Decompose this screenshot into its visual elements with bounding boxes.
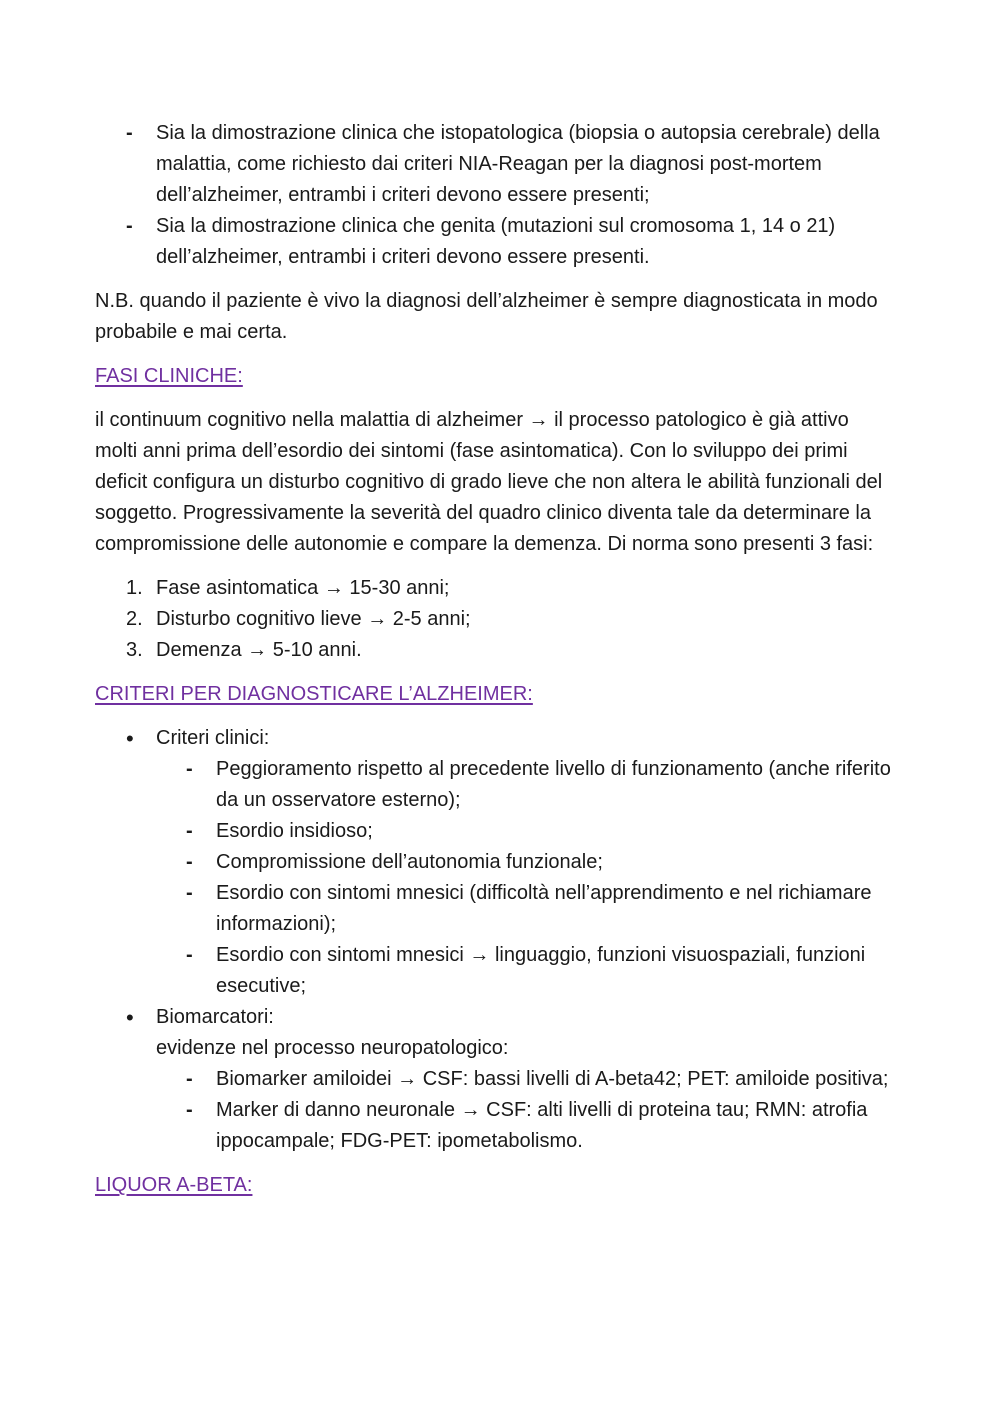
clinici-item-text: Esordio insidioso;	[216, 820, 373, 842]
clinici-item-text: Peggioramento rispetto al precedente livello di funzionamento (anche riferito da un osservatore esterno);	[216, 758, 891, 811]
fasi-list-item	[95, 573, 895, 604]
document-content	[95, 118, 895, 1201]
fase-text: Disturbo cognitivo lieve → 2-5 anni;	[156, 608, 471, 630]
dash-marker: -	[186, 851, 193, 873]
clinici-item-text: Esordio con sintomi mnesici (difficoltà nell’apprendimento e nel richiamare informazioni);	[216, 882, 872, 935]
dash-marker: -	[126, 215, 133, 237]
dash-marker: -	[126, 122, 133, 144]
intro-item-text: Sia la dimostrazione clinica che genita (mutazioni sul cromosoma 1, 14 o 21) dell’alzheimer, entrambi i criteri devono essere presenti.	[156, 215, 836, 268]
dash-marker: -	[186, 820, 193, 842]
fasi-paragraph: il continuum cognitivo nella malattia di alzheimer → il processo patologico è già attivo molti anni prima dell’esordio dei sintomi (fase asintomatica). Con lo sviluppo dei primi deficit configura un disturbo cognitivo di grado lieve che non altera le abilità funzionali del soggetto. Progressivamente la severità del quadro clinico diventa tale da determinare la compromissione delle autonomie e compare la demenza. Di norma sono presenti 3 fasi:	[95, 409, 883, 555]
biomarcatori-sub-item	[95, 1064, 895, 1095]
nb-paragraph: N.B. quando il paziente è vivo la diagnosi dell’alzheimer è sempre diagnosticata in modo probabile e mai certa.	[95, 290, 878, 343]
biomarcatori-sub-item	[95, 1095, 895, 1157]
list-number: 2.	[126, 608, 143, 630]
heading-fasi-cliniche: FASI CLINICHE:	[95, 365, 243, 387]
heading-criteri: CRITERI PER DIAGNOSTICARE L’ALZHEIMER:	[95, 683, 533, 705]
biomarcatori-item-text: Biomarker amiloidei → CSF: bassi livelli di A-beta42; PET: amiloide positiva;	[216, 1068, 889, 1090]
dash-marker: -	[186, 882, 193, 904]
clinici-sub-item	[95, 816, 895, 847]
dash-marker: -	[186, 1099, 193, 1121]
dash-marker: -	[186, 758, 193, 780]
biomarcatori-subtitle: evidenze nel processo neuropatologico:	[156, 1037, 509, 1059]
intro-list-item	[95, 211, 895, 273]
clinici-sub-item	[95, 940, 895, 1002]
biomarcatori-item	[95, 1002, 895, 1033]
biomarcatori-label: Biomarcatori:	[156, 1006, 274, 1028]
dash-marker: -	[186, 944, 193, 966]
criteri-clinici-label: Criteri clinici:	[156, 727, 270, 749]
clinici-sub-item	[95, 847, 895, 878]
dash-marker: -	[186, 1068, 193, 1090]
fasi-list-item	[95, 635, 895, 666]
criteri-list	[95, 723, 895, 1157]
fasi-list	[95, 573, 895, 666]
clinici-item-text: Esordio con sintomi mnesici → linguaggio, funzioni visuospaziali, funzioni esecutive;	[216, 944, 866, 997]
fase-text: Fase asintomatica → 15-30 anni;	[156, 577, 450, 599]
criteri-clinici-item	[95, 723, 895, 754]
clinici-sub-item	[95, 754, 895, 816]
fasi-list-item	[95, 604, 895, 635]
clinici-sub-item	[95, 878, 895, 940]
biomarcatori-item-text: Marker di danno neuronale → CSF: alti livelli di proteina tau; RMN: atrofia ippocampale; FDG-PET: ipometabolismo.	[216, 1099, 868, 1152]
fase-text: Demenza → 5-10 anni.	[156, 639, 362, 661]
clinici-item-text: Compromissione dell’autonomia funzionale;	[216, 851, 603, 873]
intro-list-item	[95, 118, 895, 211]
list-number: 3.	[126, 639, 143, 661]
bullet-marker: •	[126, 726, 134, 751]
bullet-marker: •	[126, 1005, 134, 1030]
heading-liquor-a-beta: LIQUOR A-BETA:	[95, 1174, 253, 1196]
list-number: 1.	[126, 577, 143, 599]
intro-item-text: Sia la dimostrazione clinica che istopatologica (biopsia o autopsia cerebrale) della malattia, come richiesto dai criteri NIA-Reagan per la diagnosi post-mortem dell’alzheimer, entrambi i criteri devono essere presenti;	[156, 122, 880, 206]
